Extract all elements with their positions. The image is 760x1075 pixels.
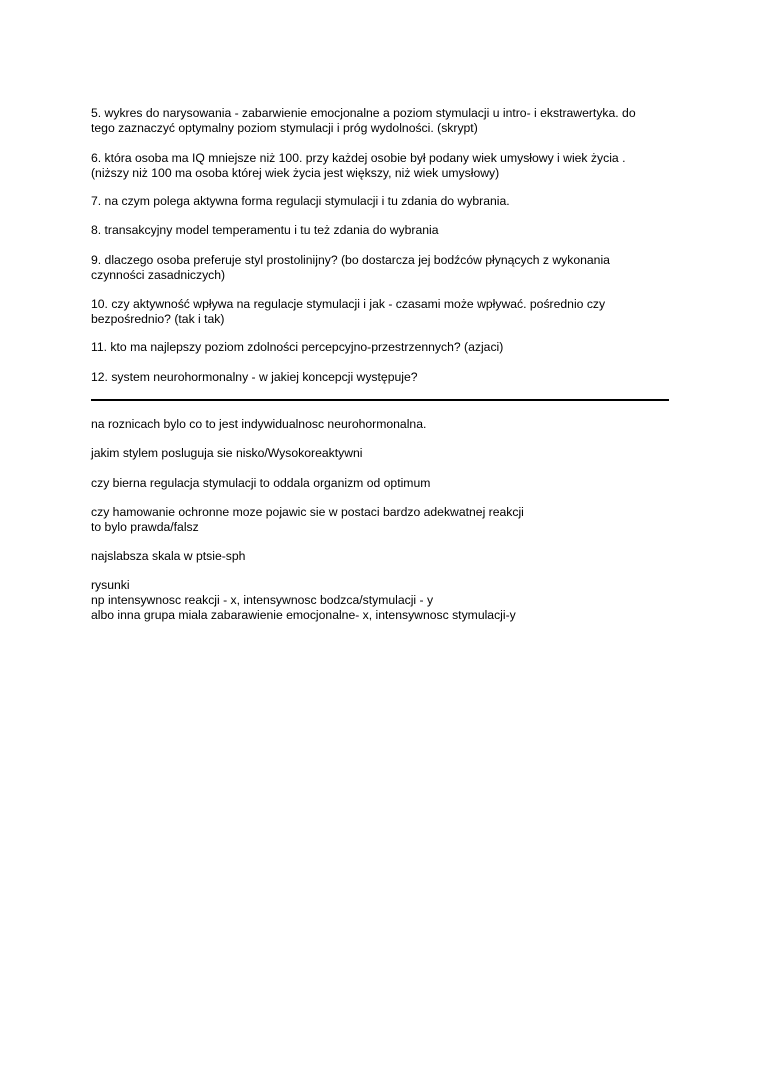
text-line: bezpośrednio? (tak i tak) [91,312,225,326]
text-line: czy bierna regulacja stymulacji to oddala organizm od optimum [91,476,431,490]
text-line: czynności zasadniczych) [91,268,226,282]
text-line: to bylo prawda/falsz [91,520,199,534]
text-line: rysunki [91,578,130,592]
note-2 [91,446,676,461]
text-line: 12. system neurohormonalny - w jakiej koncepcji występuje? [91,370,418,384]
question-8 [91,223,676,238]
text-line: 6. która osoba ma IQ mniejsze niż 100. przy każdej osobie był podany wiek umysłowy i wiek życia . [91,151,626,165]
text-line: albo inna grupa miala zabarawienie emocjonalne- x, intensywnosc stymulacji-y [91,608,516,622]
note-3 [91,476,676,491]
question-11 [91,340,676,355]
note-1 [91,417,676,432]
note-4 [91,505,676,535]
text-line: najslabsza skala w ptsie-sph [91,549,246,563]
text-line: 11. kto ma najlepszy poziom zdolności percepcyjno-przestrzennych? (azjaci) [91,340,504,354]
text-line: 5. wykres do narysowania - zabarwienie emocjonalne a poziom stymulacji u intro- i ekstrawertyka. do [91,106,636,120]
text-line: 10. czy aktywność wpływa na regulacje stymulacji i jak - czasami może wpływać. pośrednio czy [91,297,606,311]
text-line: np intensywnosc reakcji - x, intensywnosc bodzca/stymulacji - y [91,593,434,607]
text-line: tego zaznaczyć optymalny poziom stymulacji i próg wydolności. (skrypt) [91,121,478,135]
question-10 [91,297,676,327]
question-5 [91,106,676,136]
question-7 [91,194,676,209]
note-6 [91,578,676,623]
horizontal-divider [91,399,669,401]
text-line: jakim stylem posluguja sie nisko/Wysokoreaktywni [91,446,363,460]
note-5 [91,549,676,564]
question-6 [91,151,676,181]
question-12 [91,370,676,385]
question-9 [91,253,676,283]
text-line: 7. na czym polega aktywna forma regulacji stymulacji i tu zdania do wybrania. [91,194,510,208]
text-line: (niższy niż 100 ma osoba której wiek życia jest większy, niż wiek umysłowy) [91,166,500,180]
text-line: czy hamowanie ochronne moze pojawic sie w postaci bardzo adekwatnej reakcji [91,505,524,519]
text-line: na roznicach bylo co to jest indywidualnosc neurohormonalna. [91,417,427,431]
text-line: 8. transakcyjny model temperamentu i tu też zdania do wybrania [91,223,439,237]
text-line: 9. dlaczego osoba preferuje styl prostolinijny? (bo dostarcza jej bodźców płynących z wykonania [91,253,610,267]
